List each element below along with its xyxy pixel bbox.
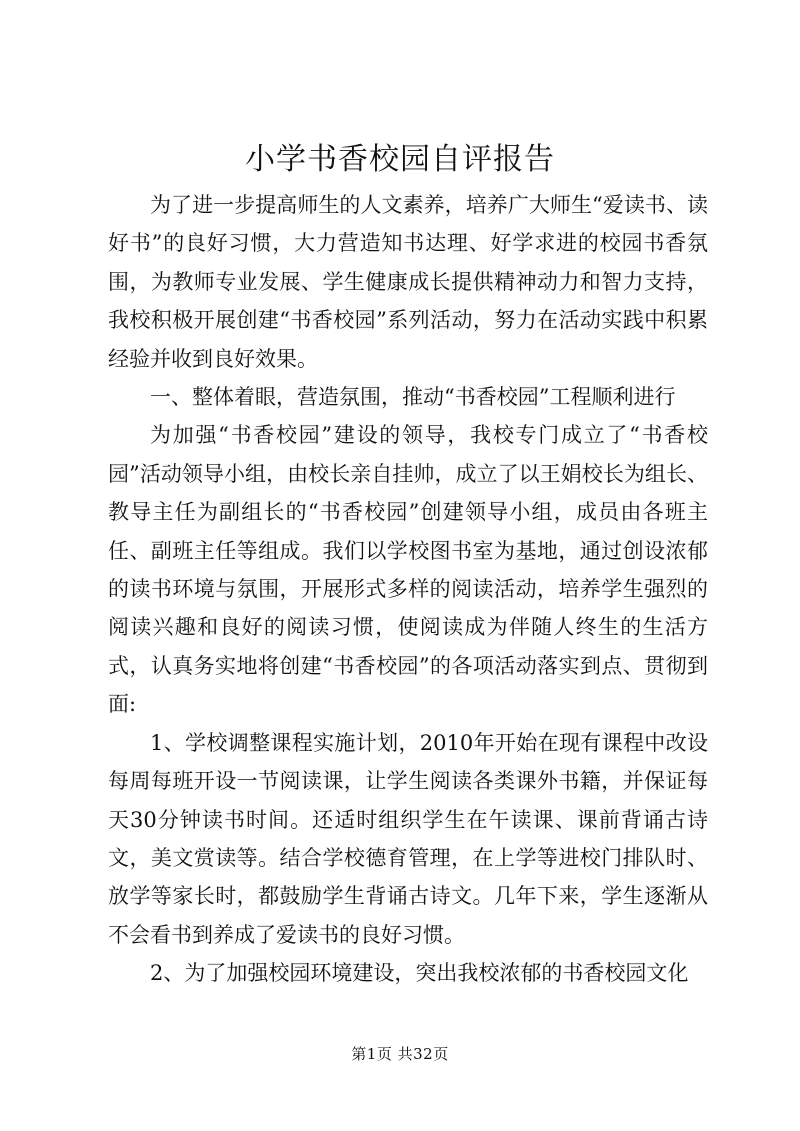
document-title: 小学书香校园自评报告 (245, 142, 555, 177)
paragraph-intro: 为了进一步提高师生的人文素养，培养广大师生“爱读书、读好书”的良好习惯，大力营造知书达理、好学求进的校园书香氛围，为教师专业发展、学生健康成长提供精神动力和智力支持，我校积极开展创建“书香校园”系列活动，努力在活动实践中积累经验并收到良好效果。 (108, 193, 708, 371)
page-number-footer: 第1页 共32页 (351, 1045, 449, 1063)
paragraph-item-1: 1、学校调整课程实施计划，2010年开始在现有课程中改设每周每班开设一节阅读课，让学生阅读各类课外书籍，并保证每天30分钟读书时间。还适时组织学生在午读课、课前背诵古诗文，美文赏读等。结合学校德育管理，在上学等进校门排队时、放学等家长时，都鼓励学生背诵古诗文。几年下来，学生逐渐从不会看书到养成了爱读书的良好习惯。 (108, 730, 708, 947)
paragraph-item-2: 2、为了加强校园环境建设，突出我校浓郁的书香校园文化 (150, 961, 689, 986)
document-body (108, 186, 708, 993)
section-heading-1: 一、整体着眼，营造氛围，推动“书香校园”工程顺利进行 (150, 385, 676, 410)
paragraph-leadership: 为加强“书香校园”建设的领导，我校专门成立了“书香校园”活动领导小组，由校长亲自挂帅，成立了以王娟校长为组长、教导主任为副组长的“书香校园”创建领导小组，成员由各班主任、副班主任等组成。我们以学校图书室为基地，通过创设浓郁的读书环境与氛围，开展形式多样的阅读活动，培养学生强烈的阅读兴趣和良好的阅读习惯，使阅读成为伴随人终生的生活方式，认真务实地将创建“书香校园”的各项活动落实到点、贯彻到面: (108, 423, 708, 717)
